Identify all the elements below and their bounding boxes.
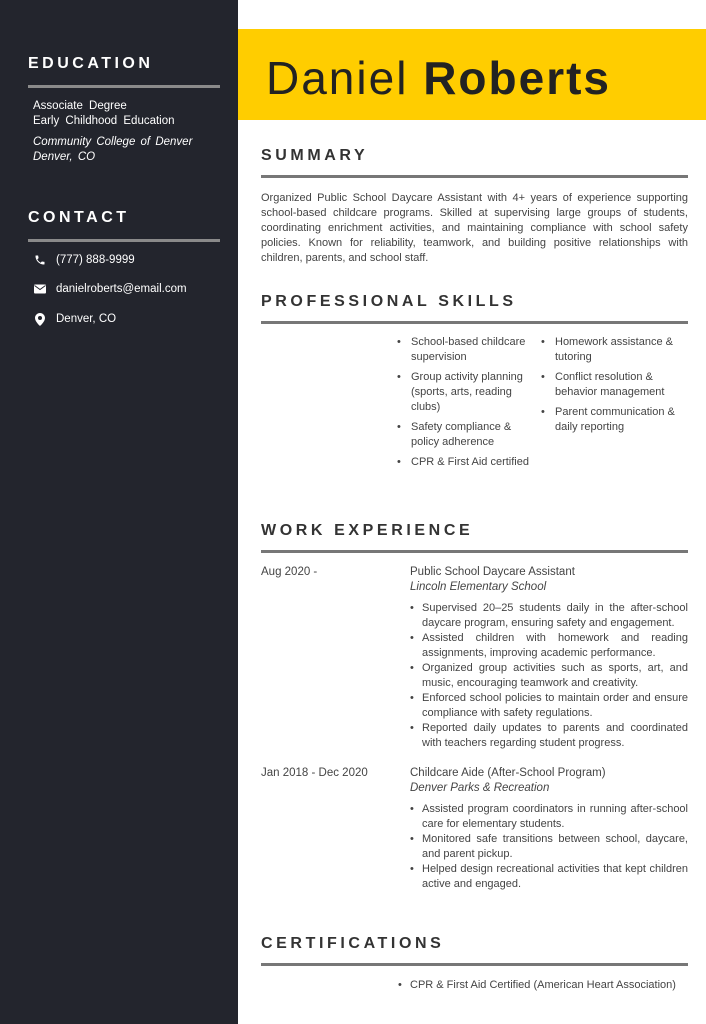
education-degree: Associate Degree [33,100,127,112]
job-dates: Aug 2020 - [261,566,318,578]
contact-location-text: Denver, CO [56,313,117,325]
contact-divider [28,239,220,242]
job-bullet: • Assisted program coordinators in running after-school care for elementary students. [410,802,688,832]
job-bullet: • Monitored safe transitions between school, daycare, and parent pickup. [410,832,688,862]
last-name: Roberts [423,52,612,104]
certification-item: • CPR & First Aid Certified (American Heart Association) [398,978,688,993]
certifications-heading: CERTIFICATIONS [261,935,445,952]
contact-phone [33,253,135,267]
experience-heading: WORK EXPERIENCE [261,522,474,539]
phone-icon [33,253,47,267]
job-bullet: • Helped design recreational activities that kept children active and engaged. [410,862,688,892]
job-title: Childcare Aide (After-School Program) [410,767,606,779]
envelope-icon [33,282,47,296]
summary-text: Organized Public School Daycare Assistant with 4+ years of experience supporting school-based childcare programs. Skilled at supervising large groups of students, coordinating enrichment activities, and maintaining compliance with school safety policies. Known for reliability, teamwork, and building positive relationships with children, parents, and school staff. [261,192,688,264]
first-name: Daniel [266,52,409,104]
skills-column-right [541,335,688,440]
job-employer: Lincoln Elementary School [410,581,547,593]
job-bullet: • Assisted children with homework and reading assignments, improving academic performance. [410,631,688,661]
job-bullets [410,802,688,892]
certifications-divider [261,963,688,966]
job-employer: Denver Parks & Recreation [410,782,550,794]
skill-item: • Parent communication & daily reporting [541,405,688,435]
map-pin-icon [33,312,47,326]
contact-heading: CONTACT [28,209,130,226]
skills-divider [261,321,688,324]
job-bullet: • Organized group activities such as sports, art, and music, encouraging teamwork and creativity. [410,661,688,691]
job-title: Public School Daycare Assistant [410,566,575,578]
summary-heading: SUMMARY [261,147,369,164]
job-bullet: • Reported daily updates to parents and coordinated with teachers regarding student progress. [410,721,688,751]
skills-heading: PROFESSIONAL SKILLS [261,293,517,310]
education-heading: EDUCATION [28,55,154,72]
contact-email [33,282,187,296]
summary-divider [261,175,688,178]
name-banner [238,29,706,120]
education-block [33,99,192,165]
skill-item: • Homework assistance & tutoring [541,335,688,365]
skill-item: • Safety compliance & policy adherence [397,420,535,450]
candidate-name [266,52,612,104]
education-location: Denver, CO [33,151,96,163]
contact-location [33,312,116,326]
education-field: Early Childhood Education [33,115,175,127]
skill-item: • Conflict resolution & behavior management [541,370,688,400]
contact-email-text: danielroberts@email.com [56,283,187,295]
certifications-list [398,978,688,993]
sidebar [0,0,238,1024]
education-divider [28,85,220,88]
skill-item: • CPR & First Aid certified [397,455,535,470]
contact-phone-text: (777) 888-9999 [56,254,135,266]
experience-divider [261,550,688,553]
skill-item: • School-based childcare supervision [397,335,535,365]
skill-item: • Group activity planning (sports, arts, reading clubs) [397,370,535,415]
education-school: Community College of Denver [33,136,193,148]
job-dates: Jan 2018 - Dec 2020 [261,767,368,779]
skills-column-left [397,335,535,475]
job-bullet: • Supervised 20–25 students daily in the after-school daycare program, ensuring safety and engagement. [410,601,688,631]
job-bullet: • Enforced school policies to maintain order and ensure compliance with safety regulations. [410,691,688,721]
job-bullets [410,601,688,751]
